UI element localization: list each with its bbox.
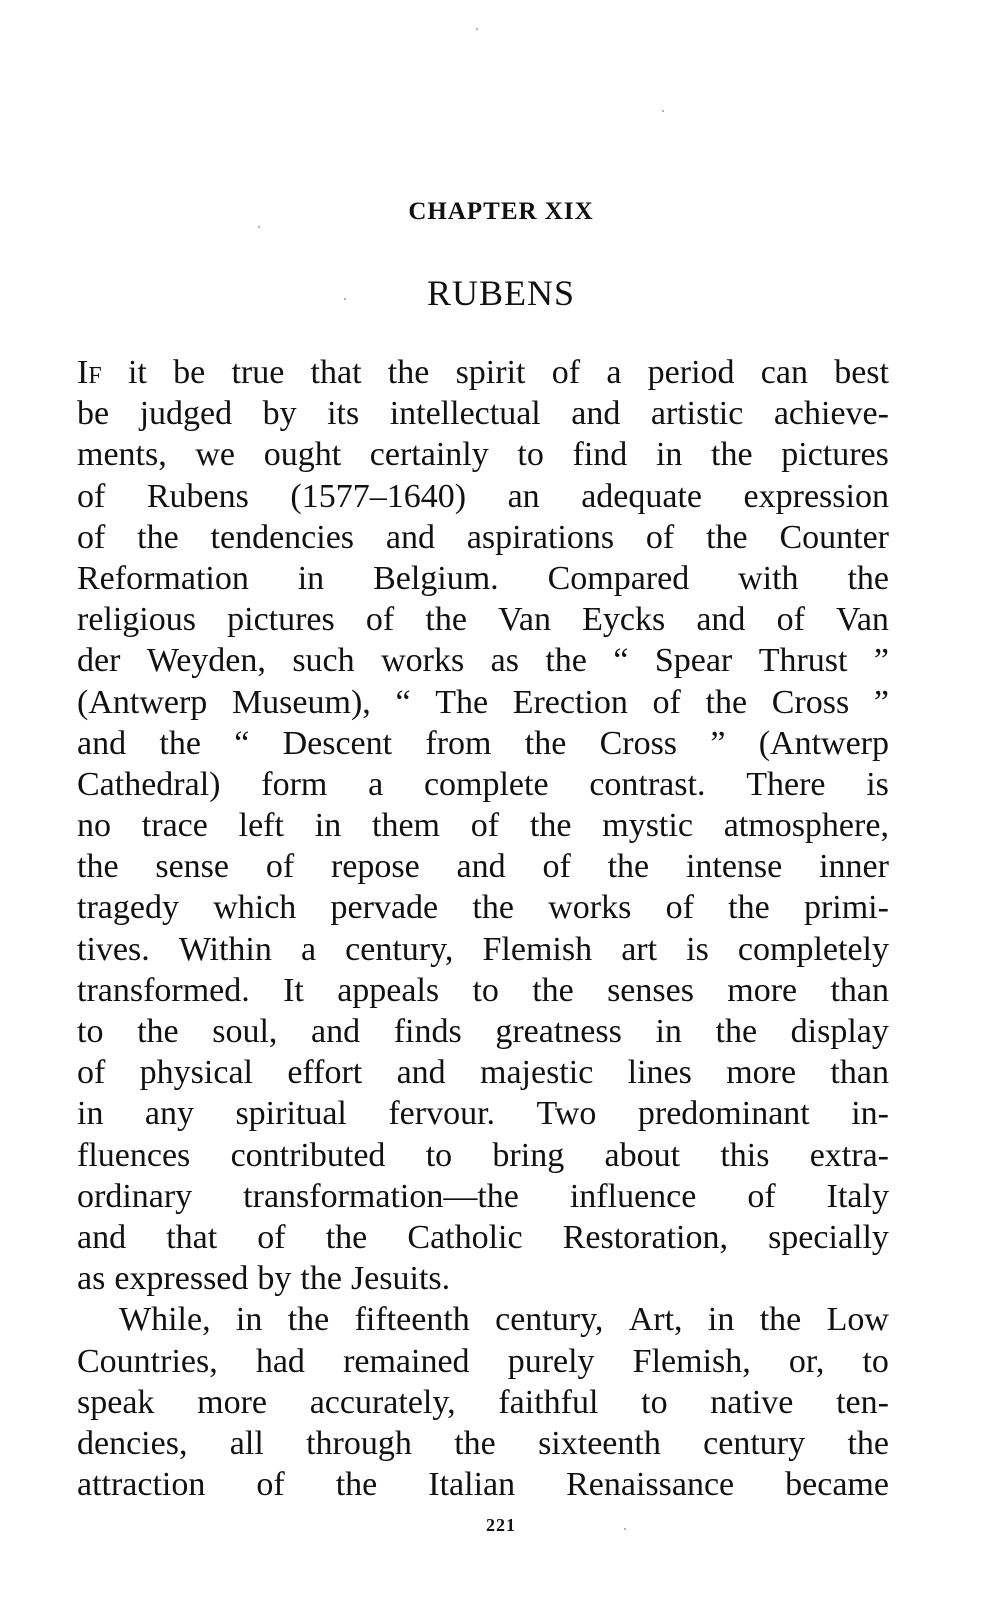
word: predominant bbox=[637, 1095, 810, 1133]
word: find bbox=[572, 436, 628, 474]
word: der bbox=[77, 642, 121, 680]
word: we bbox=[195, 436, 236, 474]
word: Counter bbox=[779, 518, 889, 556]
word: and bbox=[311, 1013, 361, 1050]
word: Descent bbox=[282, 724, 393, 762]
word: and bbox=[77, 724, 127, 762]
word: appeals bbox=[337, 971, 440, 1009]
word: of bbox=[470, 807, 500, 845]
word: works bbox=[548, 889, 632, 927]
word: primi- bbox=[803, 889, 889, 927]
word: of bbox=[665, 889, 694, 927]
word: the bbox=[472, 889, 514, 927]
word: purely bbox=[507, 1342, 595, 1380]
word: all bbox=[229, 1424, 264, 1462]
word: pervade bbox=[330, 889, 439, 927]
word: spirit bbox=[455, 354, 526, 391]
word: transformed. bbox=[77, 971, 250, 1009]
word: the bbox=[325, 1218, 368, 1256]
word: (Antwerp bbox=[77, 683, 208, 721]
word: ” bbox=[710, 724, 726, 762]
word: senses bbox=[607, 971, 694, 1009]
word: any bbox=[144, 1095, 194, 1133]
word: While, bbox=[119, 1301, 211, 1339]
word: that bbox=[166, 1218, 218, 1256]
word: more bbox=[197, 1383, 267, 1421]
word: Flemish, bbox=[632, 1342, 751, 1380]
word: Belgium. bbox=[373, 559, 499, 597]
word: Italy bbox=[826, 1177, 889, 1215]
word: of bbox=[542, 848, 571, 886]
word: true bbox=[231, 354, 285, 391]
word: or, bbox=[788, 1342, 825, 1380]
word: it bbox=[127, 354, 147, 391]
word: in bbox=[655, 1013, 682, 1050]
word: Reformation bbox=[77, 559, 249, 597]
word: to bbox=[517, 436, 544, 474]
word: of bbox=[776, 601, 805, 639]
text-line bbox=[77, 1135, 889, 1176]
word: Eycks bbox=[582, 601, 666, 639]
word: fluences bbox=[77, 1136, 191, 1174]
word: native bbox=[710, 1383, 794, 1421]
word: a bbox=[368, 765, 384, 803]
word: sixteenth bbox=[538, 1424, 661, 1462]
word: the bbox=[529, 807, 572, 845]
word: the bbox=[706, 518, 748, 556]
word: accurately, bbox=[309, 1383, 456, 1421]
word: Rubens bbox=[146, 477, 249, 515]
word: the bbox=[287, 1301, 330, 1339]
word: to bbox=[641, 1383, 668, 1421]
word: intense bbox=[685, 848, 783, 886]
word: transformation—the bbox=[243, 1177, 519, 1215]
word: influence bbox=[569, 1177, 697, 1215]
word: a bbox=[606, 354, 622, 391]
word: the bbox=[335, 1466, 378, 1504]
word: Van bbox=[498, 601, 551, 639]
word: by bbox=[257, 1260, 292, 1298]
word: to bbox=[77, 1013, 104, 1050]
word: fervour. bbox=[388, 1095, 496, 1133]
word: of bbox=[77, 477, 106, 515]
word: “ bbox=[234, 724, 250, 762]
word: achieve- bbox=[773, 395, 889, 433]
word: more bbox=[726, 1054, 797, 1092]
word: The bbox=[435, 683, 489, 721]
word: more bbox=[727, 971, 798, 1009]
word: Spear bbox=[654, 642, 733, 680]
text-line bbox=[77, 1093, 889, 1134]
word: expressed bbox=[114, 1260, 249, 1298]
word: Weyden, bbox=[146, 642, 266, 680]
word: completely bbox=[737, 930, 889, 968]
word: as bbox=[490, 642, 519, 680]
word: be bbox=[173, 354, 206, 391]
word: ordinary bbox=[77, 1177, 193, 1215]
word: Erection bbox=[512, 683, 628, 721]
word: can bbox=[760, 354, 808, 391]
word: this bbox=[720, 1136, 770, 1174]
text-line bbox=[77, 970, 889, 1011]
word: of bbox=[77, 1054, 106, 1092]
word: tragedy bbox=[77, 889, 179, 927]
word: contributed bbox=[230, 1136, 386, 1174]
word: which bbox=[213, 889, 297, 927]
word: art bbox=[621, 930, 658, 968]
word: Museum), bbox=[231, 683, 371, 721]
text-line bbox=[77, 846, 889, 887]
text-line bbox=[77, 1423, 889, 1464]
word: pictures bbox=[781, 436, 889, 474]
text-line bbox=[77, 517, 889, 558]
word: trace bbox=[141, 807, 208, 845]
word: contrast. bbox=[589, 765, 706, 803]
text-line bbox=[77, 929, 889, 970]
word: extra- bbox=[809, 1136, 889, 1174]
word: had bbox=[255, 1342, 305, 1380]
word: and bbox=[696, 601, 746, 639]
word: (1577–1640) bbox=[290, 477, 467, 515]
text-line bbox=[77, 352, 889, 393]
word: is bbox=[866, 765, 889, 803]
scan-speck bbox=[662, 110, 664, 112]
word: century, bbox=[345, 930, 454, 968]
word: Within bbox=[178, 930, 272, 968]
scan-speck bbox=[476, 28, 478, 30]
word: form bbox=[261, 765, 328, 803]
word: period bbox=[647, 354, 735, 391]
word: to bbox=[862, 1342, 889, 1380]
word: the bbox=[847, 559, 889, 597]
word: be bbox=[77, 395, 110, 433]
word: religious bbox=[77, 601, 196, 639]
word: of bbox=[551, 354, 581, 391]
word: Two bbox=[536, 1095, 597, 1133]
word: Compared bbox=[547, 559, 690, 597]
word: in- bbox=[851, 1095, 889, 1133]
scan-speck bbox=[258, 226, 260, 228]
word: faithful bbox=[498, 1383, 599, 1421]
word: Catholic bbox=[407, 1218, 523, 1256]
word: remained bbox=[343, 1342, 470, 1380]
word: inner bbox=[819, 848, 889, 886]
word: intellectual bbox=[389, 395, 541, 433]
word: is bbox=[686, 930, 709, 968]
text-line bbox=[77, 1052, 889, 1093]
scan-speck bbox=[624, 1528, 626, 1530]
word: a bbox=[300, 930, 317, 968]
word: the bbox=[847, 1424, 889, 1462]
word: in bbox=[77, 1095, 104, 1133]
word: left bbox=[238, 807, 284, 845]
body-text bbox=[77, 352, 889, 1505]
word: and bbox=[456, 848, 506, 886]
word: an bbox=[507, 477, 540, 515]
word: the bbox=[532, 971, 574, 1009]
word: artistic bbox=[650, 395, 744, 433]
word: the bbox=[425, 601, 467, 639]
word: than bbox=[830, 971, 889, 1009]
word: tendencies bbox=[210, 518, 355, 556]
word: the bbox=[524, 724, 567, 762]
word: ments, bbox=[77, 436, 167, 474]
word: finds bbox=[393, 1013, 462, 1050]
word: in bbox=[235, 1301, 263, 1339]
text-line bbox=[77, 1382, 889, 1423]
page-number: 221 bbox=[486, 1515, 516, 1535]
word: Countries, bbox=[77, 1342, 218, 1380]
text-line bbox=[77, 1217, 889, 1258]
word: display bbox=[790, 1013, 889, 1050]
word: tives. bbox=[77, 930, 150, 968]
word: the bbox=[705, 683, 748, 721]
word: speak bbox=[77, 1383, 155, 1421]
word: to bbox=[425, 1136, 453, 1174]
word: Restoration, bbox=[562, 1218, 728, 1256]
word: the bbox=[711, 436, 753, 474]
word: best bbox=[834, 354, 889, 391]
word: bring bbox=[492, 1136, 565, 1174]
word: expression bbox=[743, 477, 889, 515]
word: the bbox=[159, 724, 201, 762]
word: spiritual bbox=[235, 1095, 347, 1133]
word: the bbox=[300, 1260, 342, 1298]
word: If bbox=[77, 354, 102, 391]
word: Italian bbox=[428, 1466, 516, 1504]
word: complete bbox=[423, 765, 549, 803]
text-line bbox=[77, 393, 889, 434]
word: Cross bbox=[771, 683, 850, 721]
word: ought bbox=[263, 436, 342, 474]
word: certainly bbox=[369, 436, 489, 474]
text-line bbox=[77, 887, 889, 928]
word: works bbox=[381, 642, 465, 680]
word: in bbox=[655, 436, 683, 474]
word: the bbox=[454, 1424, 496, 1462]
word: and bbox=[571, 395, 621, 433]
word: as bbox=[77, 1260, 106, 1298]
text-line bbox=[77, 476, 889, 517]
word: Renaissance bbox=[566, 1466, 735, 1504]
word: ” bbox=[873, 642, 889, 680]
word: Art, bbox=[628, 1301, 683, 1339]
text-line bbox=[77, 1258, 889, 1299]
text-line bbox=[77, 599, 889, 640]
word: judged bbox=[139, 395, 233, 433]
word: fifteenth bbox=[354, 1301, 470, 1339]
word: and bbox=[396, 1054, 446, 1092]
word: (Antwerp bbox=[758, 724, 889, 762]
word: the bbox=[137, 1013, 179, 1050]
word: the bbox=[137, 518, 179, 556]
word: Jesuits. bbox=[350, 1260, 451, 1298]
word: by bbox=[262, 395, 297, 433]
word: to bbox=[472, 971, 499, 1009]
word: sense bbox=[155, 848, 230, 886]
word: through bbox=[306, 1424, 412, 1462]
text-line bbox=[77, 764, 889, 805]
word: of bbox=[365, 601, 395, 639]
word: with bbox=[738, 559, 799, 597]
text-line bbox=[77, 558, 889, 599]
word: atmosphere, bbox=[723, 807, 889, 845]
word: effort bbox=[287, 1054, 363, 1092]
word: the bbox=[728, 889, 770, 927]
text-line bbox=[77, 1341, 889, 1382]
text-line bbox=[77, 640, 889, 681]
word: specially bbox=[768, 1218, 889, 1256]
word: pictures bbox=[227, 601, 335, 639]
word: “ bbox=[395, 683, 411, 721]
word: attraction bbox=[77, 1466, 206, 1504]
word: century, bbox=[495, 1301, 604, 1339]
word: There bbox=[746, 765, 826, 803]
word: in bbox=[297, 559, 325, 597]
word: repose bbox=[330, 848, 420, 886]
word: Van bbox=[836, 601, 889, 639]
word: of bbox=[77, 518, 106, 556]
word: and bbox=[385, 518, 435, 556]
word: It bbox=[283, 971, 304, 1009]
word: of bbox=[652, 683, 681, 721]
word: lines bbox=[627, 1054, 692, 1092]
word: “ bbox=[613, 642, 629, 680]
word: them bbox=[372, 807, 440, 845]
word: of bbox=[256, 1466, 285, 1504]
word: of bbox=[747, 1177, 776, 1215]
word: than bbox=[830, 1054, 889, 1092]
word: no bbox=[77, 807, 111, 845]
word: of bbox=[265, 848, 295, 886]
text-line bbox=[77, 1176, 889, 1217]
word: majestic bbox=[480, 1054, 594, 1092]
word: dencies, bbox=[77, 1424, 188, 1462]
word: greatness bbox=[495, 1013, 622, 1050]
word: Cathedral) bbox=[77, 765, 221, 803]
word: of bbox=[645, 518, 675, 556]
word: century bbox=[703, 1424, 806, 1462]
word: the bbox=[759, 1301, 802, 1339]
word: became bbox=[785, 1466, 889, 1504]
word: Thrust bbox=[758, 642, 848, 680]
word: adequate bbox=[581, 477, 703, 515]
word: ten- bbox=[836, 1383, 889, 1421]
chapter-title: RUBENS bbox=[426, 273, 576, 313]
word: in bbox=[707, 1301, 735, 1339]
word: the bbox=[545, 642, 587, 680]
text-line bbox=[77, 805, 889, 846]
word: the bbox=[715, 1013, 758, 1050]
word: aspirations bbox=[466, 518, 615, 556]
word: its bbox=[327, 395, 360, 433]
word: the bbox=[387, 354, 430, 391]
word: the bbox=[607, 848, 650, 886]
word: such bbox=[292, 642, 355, 680]
text-line bbox=[77, 682, 889, 723]
word: ” bbox=[873, 683, 889, 721]
text-line bbox=[77, 1464, 889, 1505]
word: that bbox=[310, 354, 362, 391]
word: Low bbox=[826, 1301, 889, 1339]
word: in bbox=[314, 807, 342, 845]
text-line bbox=[77, 723, 889, 764]
word: about bbox=[604, 1136, 681, 1174]
word: mystic bbox=[602, 807, 693, 845]
word: the bbox=[77, 848, 119, 886]
word: Flemish bbox=[482, 930, 593, 968]
word: and bbox=[77, 1218, 127, 1256]
word: Cross bbox=[599, 724, 678, 762]
text-line bbox=[77, 1299, 889, 1340]
word: soul, bbox=[212, 1013, 278, 1050]
text-line bbox=[77, 434, 889, 475]
text-line bbox=[77, 1011, 889, 1052]
word: physical bbox=[139, 1054, 253, 1092]
scan-speck bbox=[344, 298, 346, 300]
chapter-number: CHAPTER XIX bbox=[408, 198, 594, 225]
word: from bbox=[425, 724, 492, 762]
word: of bbox=[257, 1218, 286, 1256]
